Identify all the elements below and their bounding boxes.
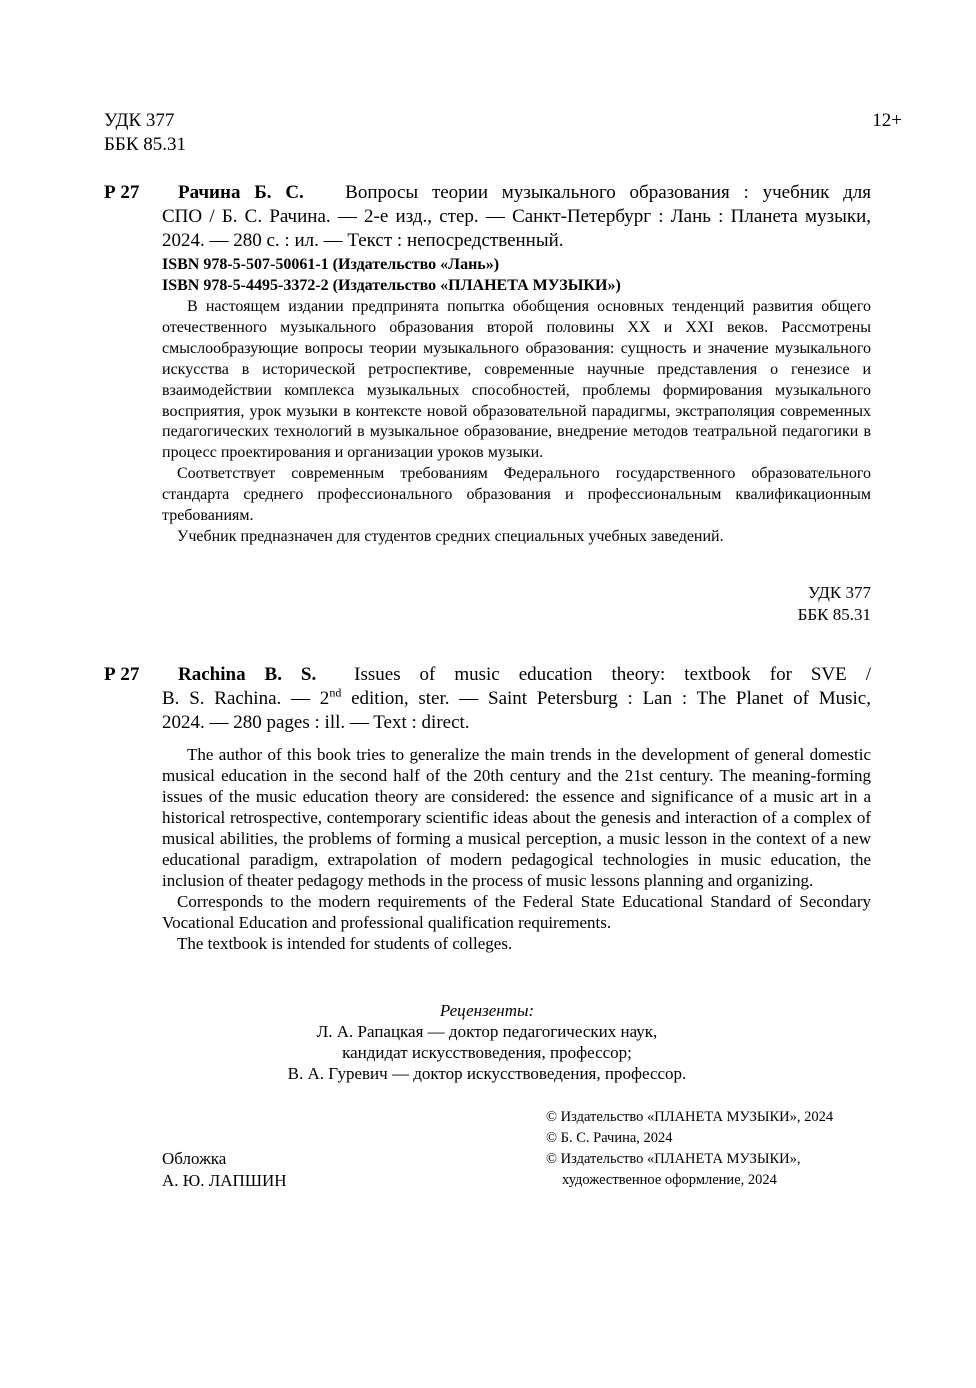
ru-bbk: ББК 85.31 — [797, 605, 871, 624]
copyright-line-2: © Б. С. Рачина, 2024 — [546, 1130, 673, 1146]
en-abstract-p3: The textbook is intended for students of colleges. — [177, 934, 513, 953]
en-abstract — [162, 744, 871, 954]
en-biblio-line2-pre: B. S. Rachina. — 2 — [162, 688, 330, 709]
en-author: Rachina B. S. — [178, 664, 317, 685]
header-udk: УДК 377 — [104, 110, 175, 131]
en-biblio-line2 — [162, 687, 871, 711]
reviewers-block — [162, 1000, 812, 1084]
reviewer-1: Л. А. Рапацкая — доктор педагогических наук, — [316, 1022, 658, 1041]
ru-abstract-p1: В настоящем издании предпринята попытка обобщения основных тенденций развития общего отечественного музыкального образования второй половины XX и XXI веков. Рассмотрены смыслообразующие вопросы теории музыкального образования: сущность и значение музыкального искусства в исторической ретроспективе, современные научные представления о генезисе и взаимодействии комплекса музыкальных способностей, проблемы формирования музыкального восприятия, урок музыки в контексте новой образовательной парадигмы, экстраполяция современных педагогических технологий в музыкальное образование, внедрение методов театральной педагогики в процесс проектирования и организации уроков музыки. — [162, 298, 871, 462]
en-abstract-p1: The author of this book tries to generalize the main trends in the development of general domestic musical education in the second half of the 20th century and the 21st century. The meaning-forming issues of the music education theory are considered: the essence and significance of a music art in a historical retrospective, contemporary scientific ideas about the genesis and interaction of a complex of musical abilities, the problems of forming a musical perception, a music lesson in the context of a new educational paradigm, extrapolation of modern pedagogical technologies in music education, the inclusion of theater pedagogy methods in the process of music lessons planning and organizing. — [162, 745, 871, 890]
ru-abstract-p3: Учебник предназначен для студентов средних специальных учебных заведений. — [177, 527, 724, 545]
en-abstract-p2: Corresponds to the modern requirements of the Federal State Educational Standard of Secondary Vocational Education and professional qualification requirements. — [162, 892, 871, 932]
reviewer-1-titles: кандидат искусствоведения, профессор; — [342, 1043, 632, 1062]
en-biblio-sup: nd — [329, 685, 342, 700]
ru-isbn-2: ISBN 978-5-4495-3372-2 (Издательство «ПЛАНЕТА МУЗЫКИ») — [162, 277, 621, 294]
reviewer-2: В. А. Гуревич — доктор искусствоведения, профессор. — [287, 1064, 687, 1083]
en-biblio-first: Issues of music education theory: textbook for SVE / — [354, 664, 871, 685]
copyright-block — [546, 1107, 833, 1191]
ru-entry-code: Р 27 — [104, 182, 140, 203]
en-entry-first-line — [178, 663, 871, 687]
ru-abstract — [162, 297, 871, 548]
header-bbk: ББК 85.31 — [104, 134, 186, 155]
ru-biblio-rest: СПО / Б. С. Рачина. — 2-е изд., стер. — Санкт-Петербург : Лань : Планета музыки, 2024. — 280 с. : ил. — Текст : непосредственный. — [162, 206, 871, 251]
ru-entry-first-line — [178, 181, 871, 205]
ru-isbn-1: ISBN 978-5-507-50061-1 (Издательство «Лань») — [162, 256, 500, 273]
copyright-line-3: © Издательство «ПЛАНЕТА МУЗЫКИ», — [546, 1151, 801, 1167]
ru-biblio-first: Вопросы теории музыкального образования : учебник для — [345, 182, 872, 203]
en-biblio-line3: 2024. — 280 pages : ill. — Text : direct. — [162, 712, 470, 733]
en-entry-code: Р 27 — [104, 664, 140, 685]
copyright-line-1: © Издательство «ПЛАНЕТА МУЗЫКИ», 2024 — [546, 1109, 834, 1125]
ru-abstract-p2: Соответствует современным требованиям Федерального государственного образовательного стандарта среднего профессионального образования и профессиональным квалификационным требованиям. — [162, 465, 871, 525]
cover-label: Обложка — [162, 1149, 227, 1168]
age-rating: 12+ — [872, 110, 902, 131]
ru-udk: УДК 377 — [807, 583, 871, 602]
en-biblio-line2-post: edition, ster. — Saint Petersburg : Lan : The Planet of Music, — [341, 688, 871, 709]
ru-author: Рачина Б. С. — [178, 182, 304, 203]
reviewers-title: Рецензенты: — [439, 1001, 535, 1020]
copyright-line-4: художественное оформление, 2024 — [562, 1172, 777, 1188]
cover-artist: А. Ю. ЛАПШИН — [162, 1171, 287, 1190]
